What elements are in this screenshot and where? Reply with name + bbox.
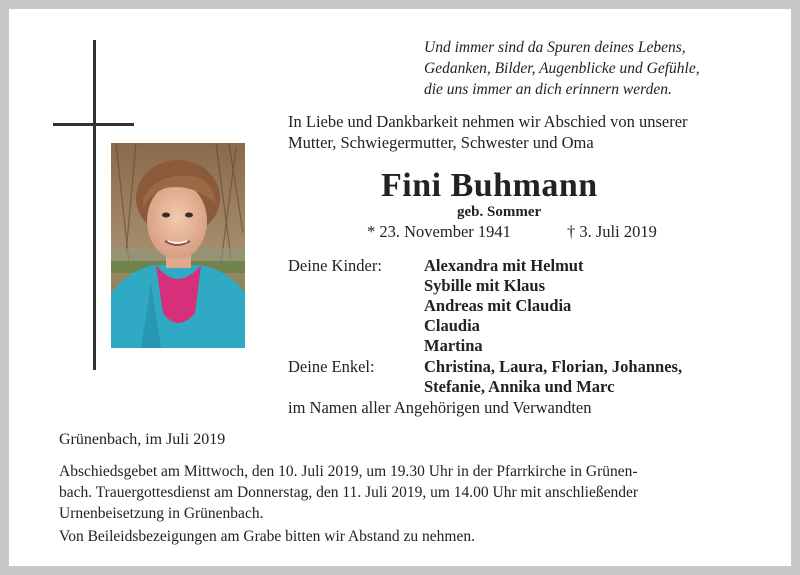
intro-line: In Liebe und Dankbarkeit nehmen wir Abschied von unserer: [288, 112, 688, 131]
birth-date: * 23. November 1941: [367, 222, 511, 241]
service-info: [59, 461, 638, 524]
grandchildren-label: Deine Enkel:: [288, 357, 375, 376]
child-entry: Sybille mit Klaus: [424, 276, 546, 295]
poem: [424, 37, 700, 100]
child-entry: Claudia: [424, 316, 480, 335]
maiden-name: geb. Sommer: [457, 204, 542, 220]
service-line: bach. Trauergottesdienst am Donnerstag, den 11. Juli 2019, um 14.00 Uhr mit anschließender: [59, 484, 639, 501]
service-line: Abschiedsgebet am Mittwoch, den 10. Juli 2019, um 19.30 Uhr in der Pfarrkirche in Grünen-: [59, 463, 638, 480]
intro-text: [288, 111, 688, 153]
death-date: † 3. Juli 2019: [567, 222, 657, 241]
condolence-note: Von Beileidsbezeigungen am Grabe bitten wir Abstand zu nehmen.: [59, 528, 475, 545]
child-entry: Andreas mit Claudia: [424, 296, 572, 315]
deceased-name: Fini Buhmann: [381, 167, 598, 204]
grandchildren-line: Stefanie, Annika und Marc: [424, 377, 615, 396]
service-line: Urnenbeisetzung in Grünenbach.: [59, 505, 264, 522]
child-entry: Martina: [424, 336, 483, 355]
poem-line: Und immer sind da Spuren deines Lebens,: [424, 39, 686, 56]
cross-vertical-bar: [93, 40, 96, 370]
children-label: Deine Kinder:: [288, 256, 382, 275]
child-entry: Alexandra mit Helmut: [424, 256, 584, 275]
grandchildren-list: [424, 357, 682, 397]
place-date: Grünenbach, im Juli 2019: [59, 431, 226, 448]
cross-horizontal-bar: [53, 123, 134, 126]
poem-line: die uns immer an dich erinnern werden.: [424, 81, 672, 98]
portrait-photo: [111, 143, 245, 348]
relatives-line: im Namen aller Angehörigen und Verwandten: [288, 398, 592, 417]
children-list: [424, 256, 583, 356]
grandchildren-line: Christina, Laura, Florian, Johannes,: [424, 357, 683, 376]
intro-line: Mutter, Schwiegermutter, Schwester und Oma: [288, 133, 594, 152]
poem-line: Gedanken, Bilder, Augenblicke und Gefühle,: [424, 60, 700, 77]
